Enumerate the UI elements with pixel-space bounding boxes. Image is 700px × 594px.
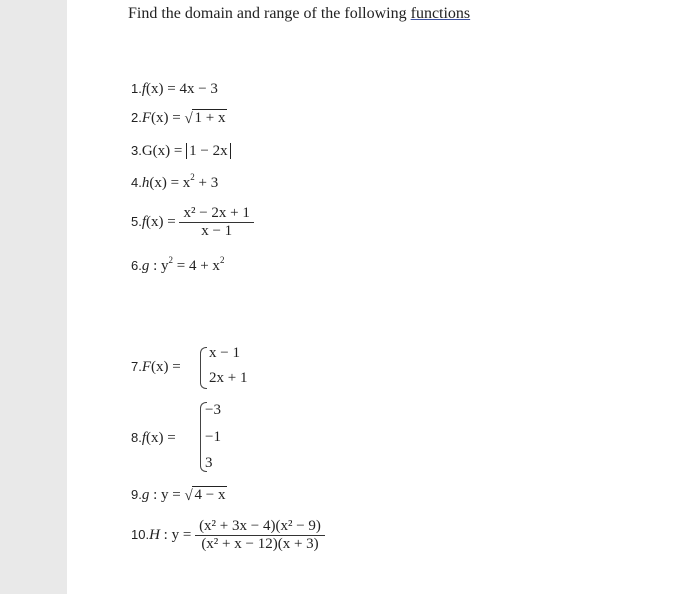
- function-name: F: [141, 110, 152, 126]
- problem-6: [131, 255, 225, 275]
- problem-number: 7.: [131, 359, 142, 374]
- problem-1: [131, 81, 218, 98]
- problem-number: 6.: [131, 258, 142, 273]
- equals: =: [168, 110, 185, 126]
- page-title: [128, 5, 470, 23]
- problem-number: 10.: [131, 526, 150, 542]
- rhs: + 3: [194, 175, 219, 191]
- problem-5: [131, 205, 254, 240]
- sqrt-icon: √ 4 − x: [184, 487, 226, 504]
- argument: (x) =: [146, 430, 176, 446]
- function-name: f: [141, 430, 147, 446]
- fraction: [179, 205, 253, 240]
- problem-number: 3.: [131, 143, 142, 158]
- problem-4: [131, 172, 219, 192]
- brace-icon: [200, 347, 207, 389]
- function-name: f: [141, 213, 147, 230]
- title-text: Find the domain and range of the following: [128, 5, 411, 22]
- exponent: 2: [219, 255, 225, 265]
- argument: (x): [146, 81, 164, 97]
- function-name: H: [149, 526, 160, 543]
- function-name: F: [141, 359, 152, 375]
- exponent: 2: [168, 255, 174, 265]
- denominator: (x² + x − 12)(x + 3): [201, 536, 319, 552]
- rhs: = 4x − 3: [163, 81, 218, 97]
- problem-number: 8.: [131, 430, 142, 445]
- problem-9: [131, 487, 227, 504]
- case-1: −3: [205, 402, 221, 418]
- function-name: f: [141, 81, 147, 97]
- lhs: : y =: [149, 487, 185, 503]
- function-name: g: [141, 258, 150, 274]
- argument: (x) =: [151, 359, 181, 375]
- lhs: : y =: [159, 526, 196, 543]
- numerator: (x² + 3x − 4)(x² − 9): [195, 518, 325, 536]
- title-link: functions: [410, 5, 471, 22]
- case-3: 3: [205, 455, 213, 471]
- problem-8: [131, 430, 176, 447]
- problem-10: [131, 518, 325, 553]
- absolute-value: 1 − 2x: [186, 143, 230, 159]
- sqrt-icon: √ 1 + x: [184, 110, 226, 127]
- function-name: G(x) =: [141, 143, 187, 159]
- problem-2: [131, 110, 227, 127]
- rhs: = 4 + x: [173, 258, 220, 274]
- case-1: x − 1: [209, 345, 240, 361]
- function-name: h: [141, 175, 150, 191]
- numerator: x² − 2x + 1: [179, 205, 253, 223]
- problem-number: 9.: [131, 487, 142, 502]
- fraction: [195, 518, 325, 553]
- problem-3: [131, 143, 231, 160]
- problem-number: 5.: [131, 213, 142, 229]
- radicand: 4 − x: [194, 487, 226, 503]
- case-2: −1: [205, 429, 221, 445]
- argument: (x) =: [146, 213, 180, 230]
- argument: (x) = x: [149, 175, 191, 191]
- problem-number: 4.: [131, 175, 142, 190]
- problem-number: 1.: [131, 81, 142, 96]
- argument: (x): [151, 110, 169, 126]
- problem-number: 2.: [131, 110, 142, 125]
- problem-7: [131, 359, 181, 376]
- radicand: 1 + x: [194, 110, 226, 126]
- denominator: x − 1: [201, 223, 233, 239]
- exponent: 2: [190, 172, 195, 182]
- function-name: g: [141, 487, 150, 503]
- lhs: : y: [149, 258, 169, 274]
- case-2: 2x + 1: [209, 370, 248, 386]
